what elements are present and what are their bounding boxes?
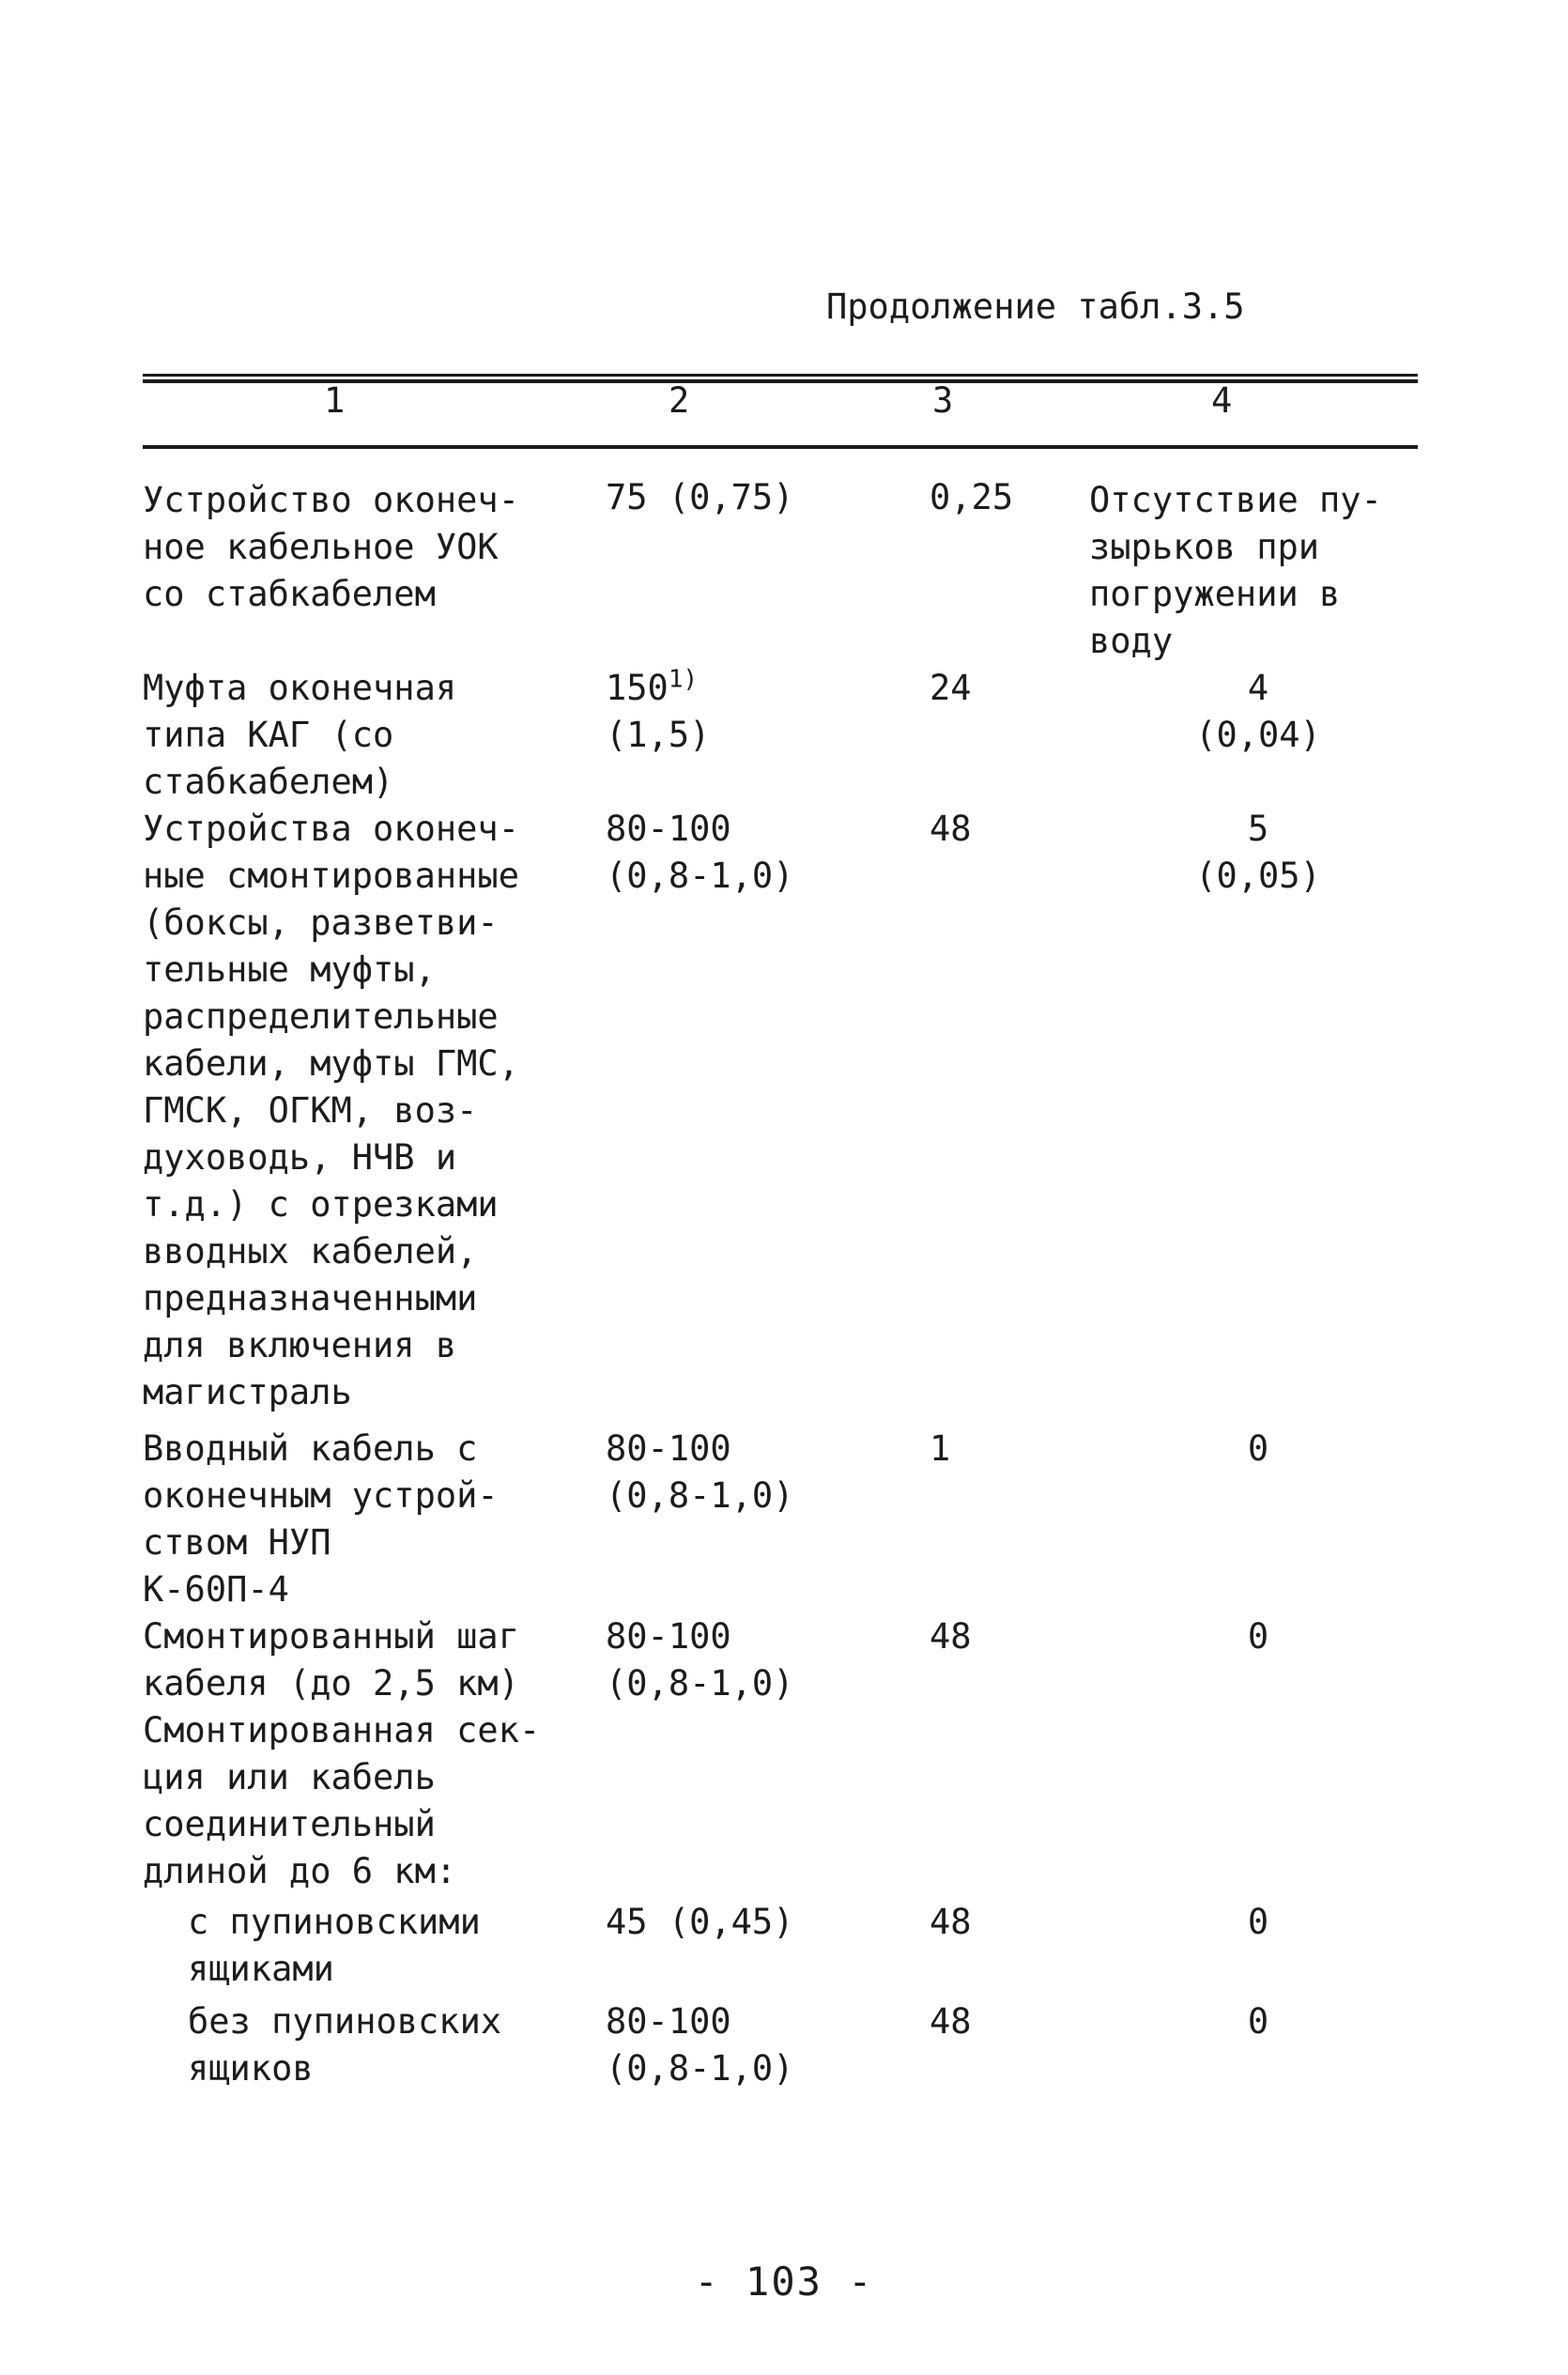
table-row-2-col2-value: 150 (606, 668, 669, 708)
table-row-2-name: Муфта оконечная типа КАГ (со стабкабелем) (143, 668, 457, 802)
table-row-4-col4: 0 (1247, 1428, 1269, 1469)
table-row-3-name: Устройства оконеч- ные смонтированные (боксы, разветви- тельные муфты, распределительные кабели, муфты ГМС, ГМСК, ОГКМ, воз- духоводь, НЧВ и т.д.) с отрезками вводных кабелей, предназначенными для включения в магистраль (143, 809, 519, 1412)
table-row-8-col2: 80-100 (0,8-1,0) (606, 2001, 794, 2089)
table-row-3-col4: 5 (0,05) (1195, 809, 1321, 896)
table-row-2-col2-paren: (1,5) (606, 715, 711, 755)
header-bottom-rule (143, 445, 1418, 449)
column-header-2: 2 (669, 380, 690, 421)
table-row-4-col3: 1 (930, 1428, 951, 1469)
table-row-8-col4: 0 (1247, 2001, 1269, 2042)
table-row-3-col2: 80-100 (0,8-1,0) (606, 809, 794, 896)
table-row-2-col4: 4 (0,04) (1195, 668, 1321, 755)
table-row-5-name: Смонтированный шаг кабеля (до 2,5 км) (143, 1616, 519, 1704)
table-row-5-col4: 0 (1247, 1616, 1269, 1657)
table-row-1-name: Устройство оконеч- ное кабельное УОК со стабкабелем (143, 480, 519, 614)
table-caption: Продолжение табл.3.5 (826, 286, 1245, 327)
table-row-1-col2: 75 (0,75) (606, 477, 794, 517)
table-row-1-col3: 0,25 (930, 477, 1014, 517)
table-row-3-col3: 48 (930, 809, 972, 849)
table-row-7-col4: 0 (1247, 1902, 1269, 1942)
table-row-7-col3: 48 (930, 1902, 972, 1942)
footnote-marker: 1) (668, 665, 699, 694)
table-row-6-name: Смонтированная сек- ция или кабель соединительный длиной до 6 км: (143, 1710, 541, 1891)
table-row-2-col3: 24 (930, 668, 972, 708)
table-row-4-col2: 80-100 (0,8-1,0) (606, 1428, 794, 1516)
table-top-rule (143, 374, 1418, 377)
column-header-1: 1 (324, 380, 346, 421)
page-number: - 103 - (694, 2259, 874, 2305)
table-row-4-name: Вводный кабель с оконечным устрой- ством НУП К-60П-4 (143, 1428, 499, 1610)
table-row-5-col3: 48 (930, 1616, 972, 1657)
table-row-7-col2: 45 (0,45) (606, 1902, 794, 1942)
table-row-8-name: без пупиновских ящиков (188, 2001, 502, 2089)
table-row-7-name: с пупиновскими ящиками (188, 1902, 481, 1989)
table-row-5-col2: 80-100 (0,8-1,0) (606, 1616, 794, 1704)
table-row-1-col4: Отсутствие пу- зырьков при погружении в воду (1089, 480, 1382, 661)
column-header-3: 3 (932, 380, 954, 421)
column-header-4: 4 (1211, 380, 1233, 421)
table-row-2-col2 (606, 665, 859, 759)
table-row-8-col3: 48 (930, 2001, 972, 2042)
